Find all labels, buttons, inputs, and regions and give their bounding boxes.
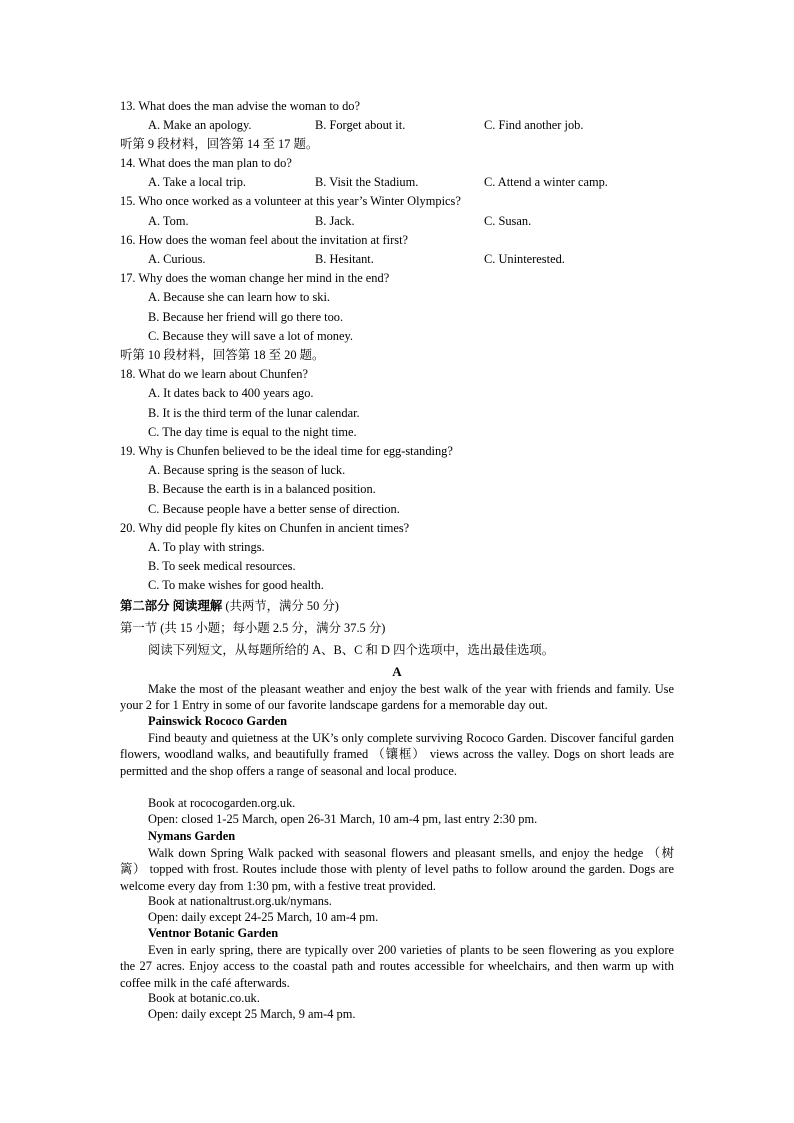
option-20a: A. To play with strings.: [148, 540, 265, 554]
garden-name-nymans: Nymans Garden: [148, 829, 236, 843]
garden-desc-painswick: Find beauty and quietness at the UK’s only complete surviving Rococo Garden. Discover fanciful garden flowers, woodland walks, and beautifully framed （镶框） views across the valley. Dogs on short leads are permitted and the shop offers a range of seasonal and local produce.: [120, 731, 674, 778]
garden-name-ventnor: Ventnor Botanic Garden: [148, 926, 279, 940]
instruction-passage-9: 听第 9 段材料，回答第 14 至 17 题。: [120, 137, 319, 151]
question-15: 15. Who once worked as a volunteer at this year’s Winter Olympics?: [120, 194, 461, 208]
option-19b: B. Because the earth is in a balanced position.: [148, 482, 376, 496]
option-19c: C. Because people have a better sense of direction.: [148, 502, 400, 516]
part2-note: (共两节，满分 50 分): [225, 599, 339, 613]
garden-open-painswick: Open: closed 1-25 March, open 26-31 March, 10 am-4 pm, last entry 2:30 pm.: [148, 812, 538, 826]
garden-desc-nymans: Walk down Spring Walk packed with seasonal flowers and pleasant smells, and enjoy the hedge （树篱） topped with frost. Routes include those with plenty of level paths to follow around the garden. Dogs are welcome every day from 1:30 pm, with a festive treat provided.: [120, 846, 674, 893]
option-13c: C. Find another job.: [484, 118, 584, 132]
garden-name-painswick: Painswick Rococo Garden: [148, 714, 288, 728]
option-15a: A. Tom.: [148, 214, 189, 228]
option-16a: A. Curious.: [148, 252, 206, 266]
question-19: 19. Why is Chunfen believed to be the ideal time for egg-standing?: [120, 444, 453, 458]
garden-book-ventnor: Book at botanic.co.uk.: [148, 991, 260, 1005]
option-13a: A. Make an apology.: [148, 118, 252, 132]
garden-desc-ventnor: Even in early spring, there are typically over 200 varieties of plants to be seen flowering as you explore the 27 acres. Enjoy access to the coastal path and routes accessible for wheelchairs, and then warm up with coffee milk in the café afterwards.: [120, 943, 674, 990]
section1-instruction: 阅读下列短文，从每题所给的 A、B、C 和 D 四个选项中，选出最佳选项。: [148, 643, 555, 657]
part2-title: 第二部分 阅读理解: [120, 599, 223, 613]
option-19a: A. Because spring is the season of luck.: [148, 463, 346, 477]
option-16b: B. Hesitant.: [315, 252, 374, 266]
question-18: 18. What do we learn about Chunfen?: [120, 367, 308, 381]
part2-heading: [120, 599, 339, 614]
option-16c: C. Uninterested.: [484, 252, 565, 266]
option-14a: A. Take a local trip.: [148, 175, 246, 189]
instruction-passage-10: 听第 10 段材料，回答第 18 至 20 题。: [120, 348, 325, 362]
passage-letter: A: [392, 664, 402, 679]
question-20: 20. Why did people fly kites on Chunfen in ancient times?: [120, 521, 410, 535]
question-13: 13. What does the man advise the woman to do?: [120, 99, 360, 113]
garden-open-nymans: Open: daily except 24-25 March, 10 am-4 pm.: [148, 910, 379, 924]
question-17: 17. Why does the woman change her mind in the end?: [120, 271, 390, 285]
option-17a: A. Because she can learn how to ski.: [148, 290, 331, 304]
option-18c: C. The day time is equal to the night time.: [148, 425, 357, 439]
option-17b: B. Because her friend will go there too.: [148, 310, 344, 324]
option-20c: C. To make wishes for good health.: [148, 578, 324, 592]
garden-book-painswick: Book at rococogarden.org.uk.: [148, 796, 296, 810]
garden-open-ventnor: Open: daily except 25 March, 9 am-4 pm.: [148, 1007, 356, 1021]
option-18a: A. It dates back to 400 years ago.: [148, 386, 314, 400]
question-16: 16. How does the woman feel about the invitation at first?: [120, 233, 409, 247]
option-13b: B. Forget about it.: [315, 118, 406, 132]
option-17c: C. Because they will save a lot of money.: [148, 329, 353, 343]
option-20b: B. To seek medical resources.: [148, 559, 296, 573]
section1-heading: 第一节 (共 15 小题；每小题 2.5 分，满分 37.5 分): [120, 621, 386, 635]
option-14b: B. Visit the Stadium.: [315, 175, 419, 189]
option-15c: C. Susan.: [484, 214, 532, 228]
option-18b: B. It is the third term of the lunar calendar.: [148, 406, 360, 420]
option-15b: B. Jack.: [315, 214, 355, 228]
garden-book-nymans: Book at nationaltrust.org.uk/nymans.: [148, 894, 332, 908]
passage-intro: Make the most of the pleasant weather and enjoy the best walk of the year with friends and family. Use your 2 for 1 Entry in some of our favorite landscape gardens for a memorable day out.: [120, 682, 674, 713]
option-14c: C. Attend a winter camp.: [484, 175, 608, 189]
question-14: 14. What does the man plan to do?: [120, 156, 292, 170]
